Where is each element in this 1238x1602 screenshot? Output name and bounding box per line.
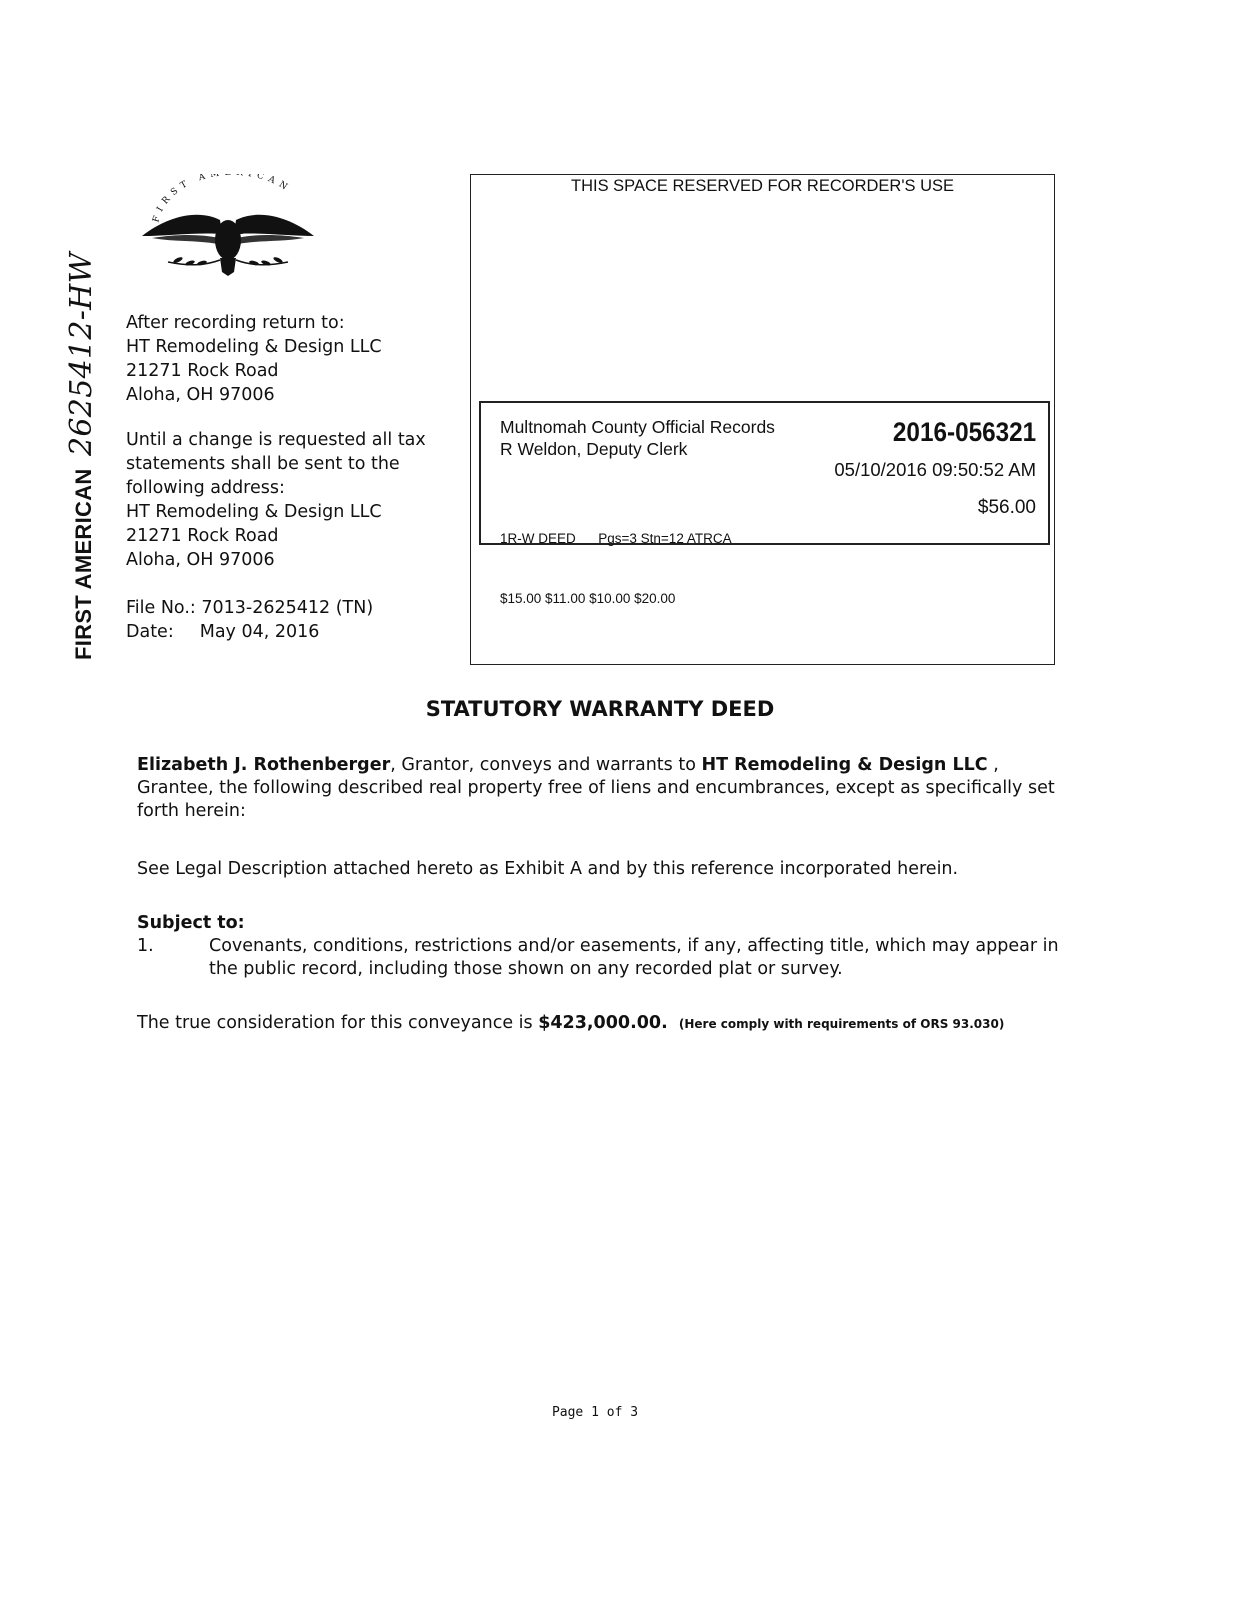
consideration-amount: $423,000.00.: [538, 1013, 668, 1033]
recording-fees: $15.00 $11.00 $10.00 $20.00: [500, 591, 676, 606]
date-value: May 04, 2016: [199, 622, 320, 642]
grantor-name: Elizabeth J. Rothenberger: [137, 755, 391, 775]
recording-clerk: R Weldon, Deputy Clerk: [500, 439, 688, 459]
subject-to-heading: [137, 912, 1067, 935]
return-to-street: 21271 Rock Road: [126, 361, 279, 381]
tax-city: Aloha, OH 97006: [126, 550, 275, 570]
file-no-label: File No.:: [126, 598, 196, 618]
side-stamp-company: FIRST AMERICAN: [71, 468, 96, 660]
return-to-city: Aloha, OH 97006: [126, 385, 275, 405]
conveys-text: , Grantor, conveys and warrants to: [390, 755, 702, 775]
side-stamp: [64, 252, 99, 660]
tax-line-3: following address:: [126, 478, 285, 498]
consideration-paragraph: [137, 1012, 1067, 1036]
recorder-use-box: [470, 174, 1055, 665]
recording-doc-type: 1R-W DEED Pgs=3 Stn=12 ATRCA: [500, 531, 732, 546]
item-line-1: Covenants, conditions, restrictions and/or easements, if any, affecting title, which may appear in: [209, 936, 1059, 956]
legal-description: See Legal Description attached hereto as Exhibit A and by this reference incorporated herein.: [137, 859, 959, 879]
tax-line-1: Until a change is requested all tax: [126, 430, 426, 450]
grantee-punctuation: ,: [987, 755, 999, 775]
handwritten-file-number: 2625412-HW: [64, 252, 99, 456]
conveyance-line-2: Grantee, the following described real property free of liens and encumbrances, except as specifically set: [137, 778, 1055, 798]
item-line-2: the public record, including those shown on any recorded plat or survey.: [209, 959, 843, 979]
svg-text:FIRST AMERICAN: FIRST AM ICAN: [151, 174, 293, 224]
file-info: [126, 596, 373, 644]
consideration-note: (Here comply with requirements of ORS 93.030): [678, 1017, 1005, 1031]
recording-county: Multnomah County Official Records: [500, 417, 775, 437]
tax-line-2: statements shall be sent to the: [126, 454, 400, 474]
page-number: Page 1 of 3: [551, 1405, 639, 1420]
first-american-logo: [138, 174, 318, 279]
file-no-value: 7013-2625412 (TN): [201, 598, 374, 618]
consideration-text: The true consideration for this conveyance is: [137, 1013, 539, 1033]
recording-document-number: 2016-056321: [892, 417, 1036, 447]
grantee-name: HT Remodeling & Design LLC: [701, 755, 988, 775]
subject-to-item: [137, 935, 1067, 983]
return-to-address: [126, 311, 382, 407]
item-number: 1.: [137, 936, 154, 956]
recording-total-fee: $56.00: [977, 497, 1036, 518]
tax-statement-address: [126, 428, 426, 572]
tax-name: HT Remodeling & Design LLC: [126, 502, 382, 522]
conveyance-line-3: forth herein:: [137, 801, 246, 821]
conveyance-paragraph: [137, 754, 1067, 823]
date-label: Date:: [126, 622, 174, 642]
return-to-heading: After recording return to:: [126, 313, 345, 333]
tax-street: 21271 Rock Road: [126, 526, 279, 546]
subject-to-label: Subject to:: [137, 913, 245, 933]
page-title: STATUTORY WARRANTY DEED: [425, 697, 775, 721]
recorder-reserved-label: THIS SPACE RESERVED FOR RECORDER'S USE: [570, 177, 955, 195]
eagle-icon: [138, 174, 318, 279]
recording-datetime: 05/10/2016 09:50:52 AM: [834, 459, 1036, 480]
recording-stamp: [479, 401, 1050, 606]
return-to-name: HT Remodeling & Design LLC: [126, 337, 382, 357]
